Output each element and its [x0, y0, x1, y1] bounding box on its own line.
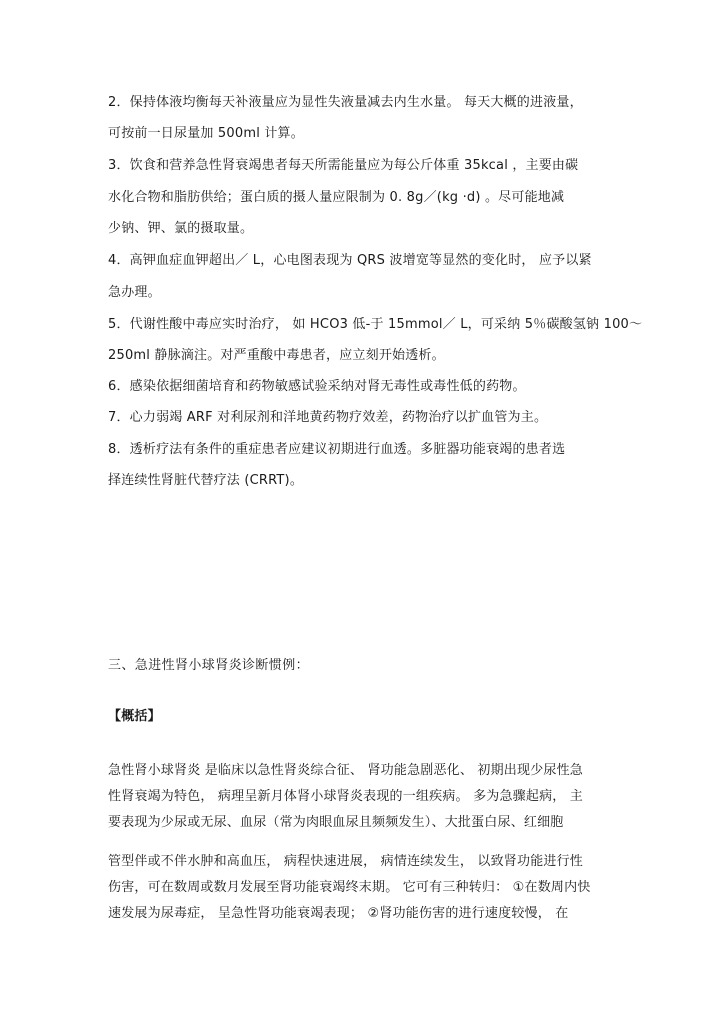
summary-line-5: 伤害，可在数周或数月发展至肾功能衰竭终末期。 它可有三种转归： ①在数周内快	[108, 880, 591, 895]
summary-line-4: 管型伴或不伴水肿和高血压， 病程快速进展， 病情连续发生， 以致肾功能进行性	[108, 854, 583, 869]
item-5-line-1: 5．代谢性酸中毒应实时治疗， 如 HCO3 低-于 15mmol／ L，可采纳 5％碳酸氢钠 100～	[108, 317, 643, 332]
item-3-line-1: 3．饮食和营养急性肾衰竭患者每天所需能量应为每公斤体重 35kcal ，主要由碳	[108, 158, 579, 173]
summary-label: 【概括】	[108, 709, 161, 724]
item-2-line-2: 可按前一日尿量加 500ml 计算。	[108, 126, 304, 141]
item-4-line-1: 4．高钾血症血钾超出／ L，心电图表现为 QRS 波增宽等显然的变化时， 应予以紧	[108, 253, 592, 268]
item-8-line-1: 8．透析疗法有条件的重症患者应建议初期进行血透。多脏器功能衰竭的患者选	[108, 442, 566, 457]
item-5-line-2: 250ml 静脉滴注。对严重酸中毒患者，应立刻开始透析。	[108, 348, 445, 363]
summary-line-2: 性肾衰竭为特色， 病理呈新月体肾小球肾炎表现的一组疾病。 多为急骤起病， 主	[108, 789, 583, 804]
item-6-line-1: 6．感染依据细菌培育和药物敏感试验采纳对肾无毒性或毒性低的药物。	[108, 379, 526, 394]
item-2-line-1: 2．保持体液均衡每天补液量应为显性失液量减去内生水量。 每天大概的进液量，	[108, 95, 583, 110]
item-3-line-2: 水化合物和脂肪供给；蛋白质的摄人量应限制为 0. 8g／(kg ·d) 。尽可能地减	[108, 190, 565, 205]
item-8-line-2: 择连续性肾脏代替疗法 (CRRT)。	[108, 473, 304, 488]
item-4-line-2: 急办理。	[108, 285, 161, 300]
item-7-line-1: 7．心力弱竭 ARF 对利尿剂和洋地黄药物疗效差，药物治疗以扩血管为主。	[108, 410, 548, 425]
section-heading: 三、急进性肾小球肾炎诊断惯例：	[108, 658, 310, 673]
summary-line-1: 急性肾小球肾炎 是临床以急性肾炎综合征、 肾功能急剧恶化、 初期出现少尿性急	[108, 763, 583, 778]
summary-line-6: 速发展为尿毒症， 呈急性肾功能衰竭表现； ②肾功能伤害的进行速度较慢， 在	[108, 906, 569, 921]
item-3-line-3: 少钠、钾、氯的摄取量。	[108, 221, 254, 236]
summary-line-3: 要表现为少尿或无尿、血尿（常为肉眼血尿且频频发生）、大批蛋白尿、红细胞	[108, 815, 564, 830]
